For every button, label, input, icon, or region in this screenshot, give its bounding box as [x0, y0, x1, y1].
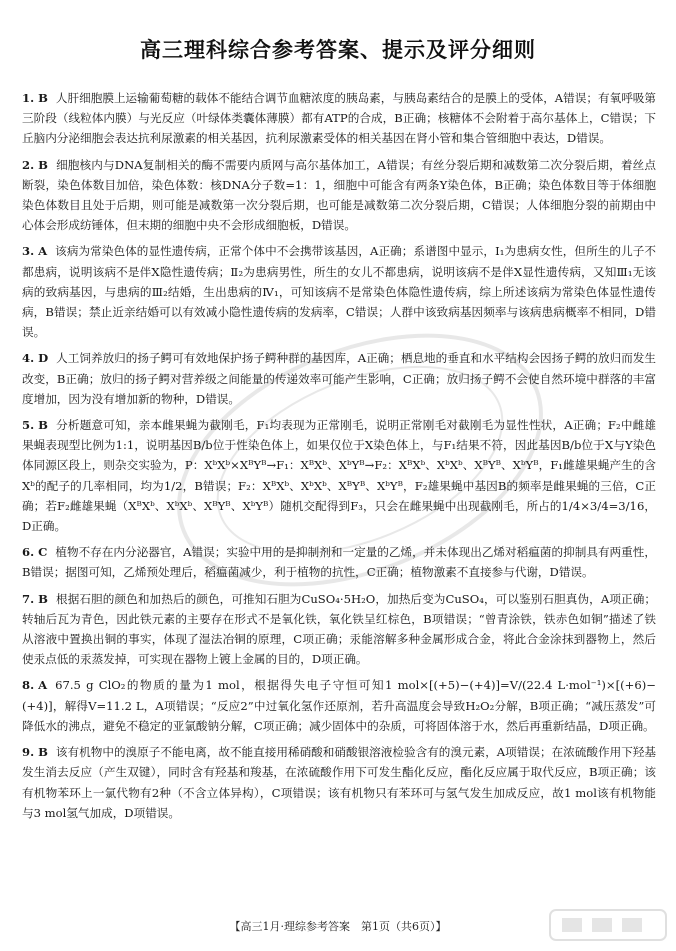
page-footer: 【高三1月·理综参考答案 第1页（共6页）】: [229, 920, 447, 933]
item-explanation: 该有机物中的溴原子不能电离，故不能直接用稀硝酸和硝酸银溶液检验含有的溴元素，A项错误；在浓硫酸作用下羟基发生消去反应（产生双键），同时含有羟基和羧基，在浓硫酸作用下可发生酯化反应，酯化反应属于取代反应，B项正确；该有机物苯环上一氯代物有2种（不含立体异构），C项错误；该有机物只有苯环可与氢气发生加成反应，故1 mol该有机物能与3 mol氢气加成，D项错误。: [22, 745, 656, 820]
item-number: 7.: [22, 591, 35, 606]
item-number: 9.: [22, 745, 35, 760]
answer-list: [22, 88, 656, 829]
item-number: 8.: [22, 678, 35, 693]
item-answer: B: [38, 591, 48, 606]
item-answer: B: [38, 91, 48, 105]
item-number: 1.: [22, 91, 35, 105]
answer-item-8: [22, 675, 656, 736]
answer-item-1: [22, 88, 656, 149]
item-explanation: 人肝细胞膜上运输葡萄糖的载体不能结合调节血糖浓度的胰岛素，与胰岛素结合的是膜上的受体，A错误；有氧呼吸第三阶段（线粒体内膜）与光反应（叶绿体类囊体薄膜）都有ATP的合成，B正确；核糖体不会附着于高尔基体上，C错误；下丘脑内分泌细胞会表达抗利尿激素的相关基因，抗利尿激素受体的相关基因在肾小管和集合管细胞中表达，D错误。: [22, 91, 656, 146]
answer-item-7: [22, 589, 656, 670]
item-explanation: 分析题意可知，亲本雌果蝇为截刚毛，F₁均表现为正常刚毛，说明正常刚毛对截刚毛为显性性状，A正确；F₂中雌雄果蝇表现型比例为1:1，说明基因B/b位于性染色体上，如果仅位于X染色体上，与F₁结果不符，因此基因B/b位于X与Y染色体同源区段上，则杂交实验为，P：XᵇXᵇ×XᴮYᴮ→F₁：XᴮXᵇ、XᵇYᴮ→F₂：XᴮXᵇ、XᵇXᵇ、XᴮYᴮ、XᵇYᴮ，F₁雌雄果蝇产生的含Xᵇ的配子的几率相同，均为1/2，B错误；F₂：XᴮXᵇ、XᵇXᵇ、XᴮYᴮ、XᵇYᴮ，F₂雄果蝇中基因B的频率是雌果蝇的三倍，C正确；若F₂雌雄果蝇（XᴮXᵇ、XᵇXᵇ、XᴮYᴮ、XᵇYᴮ）随机交配得到F₃，只会在雌果蝇中出现截刚毛，所占的1/4×3/4=3/16，D正确。: [22, 418, 656, 534]
answer-item-2: [22, 155, 656, 236]
item-explanation: 67.5 g ClO₂的物质的量为1 mol，根据得失电子守恒可知1 mol×[(+5)−(+4)]=V/(22.4 L·mol⁻¹)×[(+6)−(+4)]，解得V=11.2 L，A项错误；“反应2”中过氧化氢作还原剂，若升高温度会导致H₂O₂分解，B项正确；“减压蒸发”可降低水的沸点，避免不稳定的亚氯酸钠分解，C项正确；减少固体中的杂质，可将固体溶于水，然后再重新结晶，D项正确。: [22, 678, 656, 733]
answer-item-4: [22, 348, 656, 409]
item-number: 2.: [22, 157, 35, 172]
item-explanation: 植物不存在内分泌器官，A错误；实验中用的是抑制剂和一定量的乙烯，并未体现出乙烯对稻瘟菌的抑制具有两重性，B错误；据图可知，乙烯预处理后，稻瘟菌减少，利于植物的抗性，C正确；植物激素不直接参与代谢，D错误。: [22, 545, 656, 580]
item-number: 6.: [22, 545, 35, 560]
item-answer: C: [38, 545, 48, 560]
item-answer: A: [38, 244, 48, 259]
answer-item-9: [22, 742, 656, 823]
page-title: 高三理科综合参考答案、提示及评分细则: [140, 38, 536, 62]
item-explanation: 根据石胆的颜色和加热后的颜色，可推知石胆为CuSO₄·5H₂O，加热后变为CuSO₄，可以鉴别石胆真伪，A项正确；转轴后瓦为青色，因此铁元素的主要存在形式不是氧化铁，氧化铁呈红棕色，B项错误；“曾青涂铁，铁赤色如铜”描述了铁从溶液中置换出铜的事实，体现了湿法冶铜的原理，C项正确；汞能溶解多种金属形成合金，将此合金涂抹到器物上，然后使汞点低的汞蒸发掉，可实现在器物上镀上金属的目的，D项正确。: [22, 591, 656, 667]
item-number: 4.: [22, 351, 35, 366]
item-explanation: 细胞核内与DNA复制相关的酶不需要内质网与高尔基体加工，A错误；有丝分裂后期和减数第二次分裂后期，着丝点断裂，染色体数目加倍，染色体数：核DNA分子数=1：1，细胞中可能含有两条Y染色体，B正确；染色体数目等于体细胞染色体数目且处于后期，则可能是减数第一次分裂后期，也可能是减数第二次分裂后期，C错误；人体细胞分裂的前期由中心体会形成纺锤体，但末期的细胞中央不会形成细胞板，D错误。: [22, 157, 656, 233]
item-answer: A: [38, 678, 48, 693]
answer-item-5: [22, 415, 656, 536]
item-answer: B: [38, 745, 48, 760]
item-explanation: 该病为常染色体的显性遗传病，正常个体中不会携带该基因，A正确；系谱图中显示，Ⅰ₁为患病女性，但所生的儿子不都患病，说明该病不是伴X隐性遗传病；Ⅱ₂为患病男性，所生的女儿不都患病，说明该病不是伴X显性遗传病，又知Ⅲ₁无该病的致病基因，与患病的Ⅲ₂结婚，生出患病的Ⅳ₁，可知该病不是常染色体隐性遗传病，综上所述该病为常染色体显性遗传病，B错误；禁止近亲结婚可以有效减小隐性遗传病的发病率，C错误；人群中该致病基因频率与该病患病概率不相同，D错误。: [22, 244, 656, 340]
item-answer: B: [38, 157, 48, 172]
item-number: 3.: [22, 244, 35, 259]
item-number: 5.: [22, 418, 35, 433]
answer-item-6: [22, 542, 656, 582]
item-explanation: 人工饲养放归的扬子鳄可有效地保护扬子鳄种群的基因库，A正确；栖息地的垂直和水平结构会因扬子鳄的放归而发生改变，B正确；放归的扬子鳄对营养级之间能量的传递效率可能产生影响，C正确；放归扬子鳄不会使自然环境中群落的丰富度增加，因为没有增加新的物种，D错误。: [22, 351, 656, 406]
item-answer: D: [38, 351, 49, 366]
item-answer: B: [38, 418, 48, 433]
answer-item-3: [22, 241, 656, 342]
